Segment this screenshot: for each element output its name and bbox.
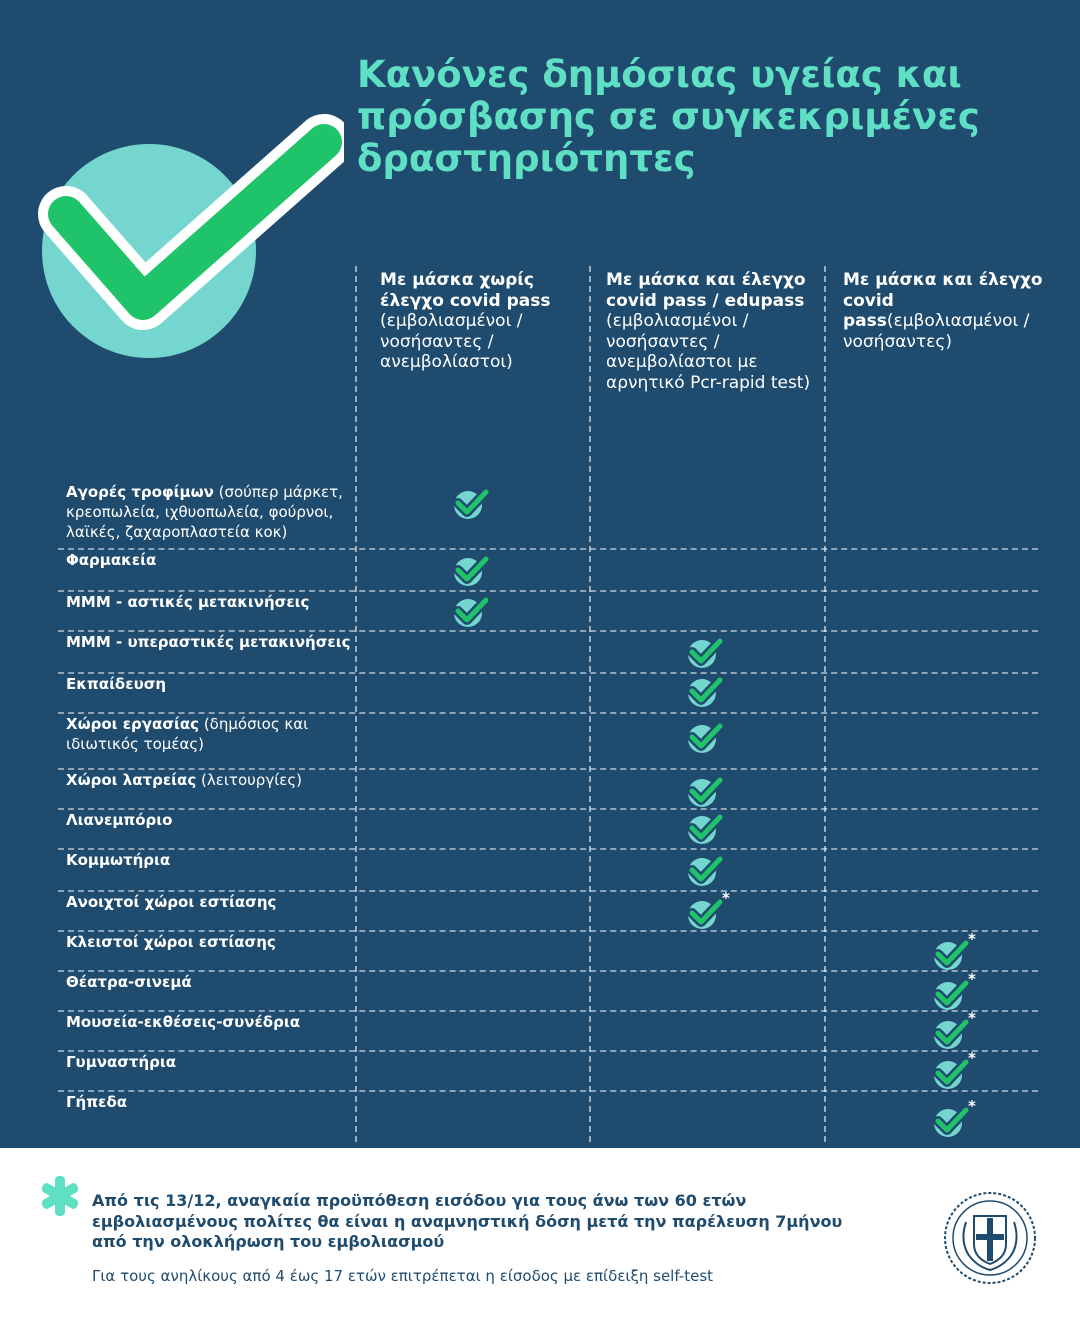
row-label [66, 770, 351, 790]
asterisk-marker: * [968, 970, 976, 988]
row-label [66, 550, 351, 570]
check-icon [452, 591, 500, 633]
asterisk-marker: * [722, 889, 730, 907]
row-label [66, 482, 351, 542]
check-icon [452, 550, 500, 592]
row-label-main: Γήπεδα [66, 1093, 128, 1111]
row-label-main: Μουσεία-εκθέσεις-συνέδρια [66, 1013, 300, 1031]
row-label [66, 1012, 351, 1032]
row-label [66, 1092, 351, 1112]
row-label-main: ΜΜΜ - αστικές μετακινήσεις [66, 593, 310, 611]
row-label-main: Εκπαίδευση [66, 675, 167, 693]
column-header-title: Με μάσκα και έλεγχο covid pass / edupass [606, 270, 806, 311]
row-label-main: Κλειστοί χώροι εστίασης [66, 933, 276, 951]
check-icon [686, 671, 734, 713]
hellenic-republic-emblem [942, 1190, 1038, 1286]
footnote-minors-self-test: Για τους ανηλίκους από 4 έως 17 ετών επιτρέπεται η είσοδος με επίδειξη self-test [92, 1267, 714, 1285]
row-label [66, 592, 351, 612]
row-label [66, 850, 351, 870]
row-label-detail: (λειτουργίες) [201, 771, 303, 789]
page-title: Κανόνες δημόσιας υγείας και πρόσβασης σε συγκεκριμένες δραστηριότητες [357, 53, 980, 180]
asterisk-icon [38, 1174, 82, 1218]
row-label [66, 810, 351, 830]
row-label-main: Γυμναστήρια [66, 1053, 177, 1071]
column-header-detail: (εμβολιασμένοι /νοσήσαντες) [843, 311, 1030, 352]
row-label [66, 892, 351, 912]
row-label [66, 714, 351, 754]
row-label [66, 1052, 351, 1072]
column-header-title: Με μάσκα και έλεγχο covid pass [843, 270, 1043, 331]
row-label-detail: (σούπερ μάρκετ, κρεοπωλεία, ιχθυοπωλεία, φούρνοι, λαϊκές, ζαχαροπλαστεία κοκ) [66, 483, 343, 541]
check-icon [932, 1097, 980, 1143]
row-label-main: Χώροι εργασίας [66, 715, 200, 733]
row-label [66, 932, 351, 952]
asterisk-marker: * [968, 1049, 976, 1067]
row-label-main: Φαρμακεία [66, 551, 157, 569]
row-label-main: Κομμωτήρια [66, 851, 171, 869]
row-label-main: Χώροι λατρείας [66, 771, 197, 789]
row-label [66, 674, 351, 694]
check-icon [686, 632, 734, 674]
check-icon [686, 771, 734, 813]
row-label [66, 972, 351, 992]
row-label-main: Ανοιχτοί χώροι εστίασης [66, 893, 277, 911]
asterisk-marker: * [968, 930, 976, 948]
column-header-detail: (εμβολιασμένοι / νοσήσαντες / ανεμβολίαστοι με αρνητικό Pcr-rapid test) [606, 311, 811, 393]
check-icon [932, 1049, 980, 1095]
check-icon [686, 717, 734, 759]
column-header-detail: (εμβολιασμένοι / νοσήσαντες / ανεμβολίαστοι) [380, 311, 523, 372]
column-header-title: Με μάσκα χωρίς έλεγχο covid pass [380, 270, 551, 311]
check-icon [686, 889, 734, 935]
row-label-main: Λιανεμπόριο [66, 811, 173, 829]
asterisk-marker: * [968, 1097, 976, 1115]
check-icon [686, 808, 734, 850]
row-label-main: Αγορές τροφίμων [66, 483, 214, 501]
check-icon [452, 483, 500, 525]
row-label [66, 632, 351, 652]
row-label-main: ΜΜΜ - υπεραστικές μετακινήσεις [66, 633, 351, 651]
check-icon [686, 850, 734, 892]
row-label-main: Θέατρα-σινεμά [66, 973, 192, 991]
row-label-detail: (δημόσιος και ιδιωτικός τομέας) [66, 715, 309, 753]
asterisk-marker: * [968, 1009, 976, 1027]
footnote-booster-requirement: Από τις 13/12, αναγκαία προϋπόθεση εισόδου για τους άνω των 60 ετών εμβολιασμένους πολίτες θα είναι η αναμνηστική δόση μετά την παρέλευση 7μήνου από την ολοκλήρωση του εμβολιασμού [92, 1191, 843, 1251]
